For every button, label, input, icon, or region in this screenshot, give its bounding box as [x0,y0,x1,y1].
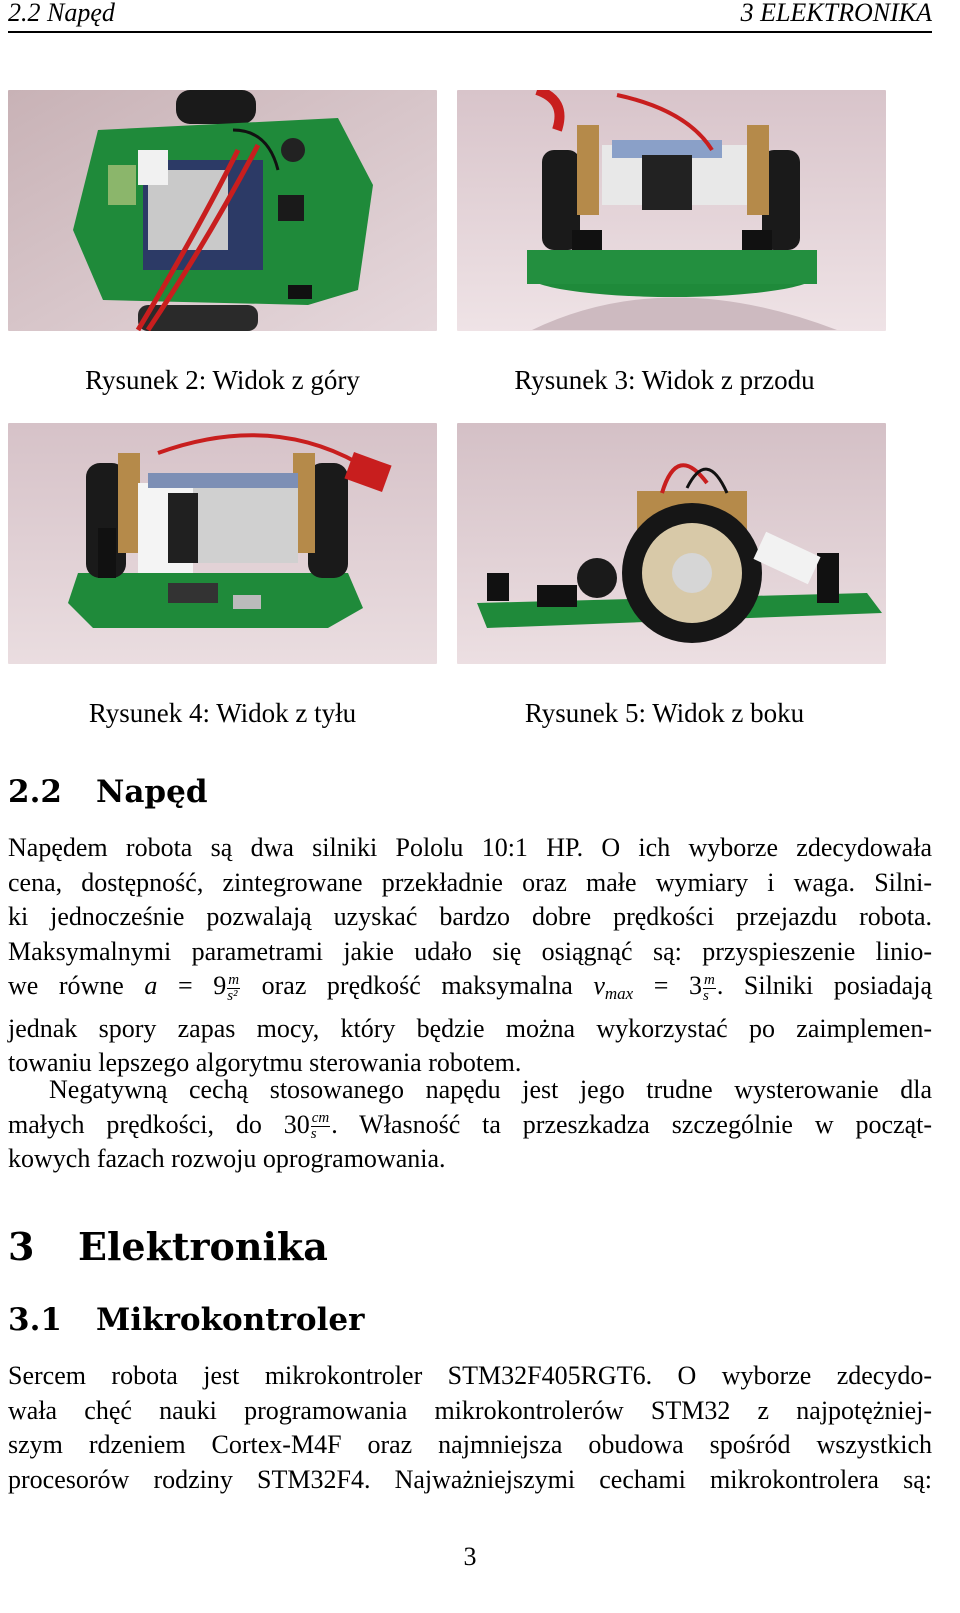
paragraph-line: Negatywną cechą stosowanego napędu jest jego trudne wysterowanie dla [49,1075,932,1104]
robot-front-view-photo [457,90,886,331]
velocity-subscript: max [604,984,634,1003]
speed-unit-fraction: $\frac{cm}{s}$ [310,1110,330,1143]
paragraph-line: cena, dostępność, zintegrowane przekładnie oraz małe wymiary i waga. Silni- [8,867,932,897]
figure-2-caption: Rysunek 2: Widok z góry [85,365,360,395]
acceleration-unit-fraction: $\frac{m}{\text{s²}}$ [227,971,240,1004]
paragraph-line: towaniu lepszego algorytmu sterowania robotem. [8,1048,522,1077]
section-2-2-heading [8,772,208,812]
paragraph-line: Sercem robota jest mikrokontroler STM32F405RGT6. O wyborze zdecydo- [8,1361,932,1390]
acceleration-variable: a [144,971,158,1000]
section-2-2-title: Napęd [96,774,208,810]
figure-3-caption: Rysunek 3: Widok z przodu [514,365,815,395]
header-rule [8,31,932,33]
velocity-variable: v [593,971,605,1000]
paragraph-line: Napędem robota są dwa silniki Pololu 10:1 HP. O ich wyborze zdecydowała [8,833,932,862]
section-2-2-paragraph-2 [8,1073,932,1177]
paragraph-line: szym rdzeniem Cortex-M4F oraz najmniejsza obudowa spośród wszystkich [8,1430,932,1459]
robot-side-view-photo [457,423,886,664]
section-3-1-number: 3.1 [8,1302,62,1338]
paragraph-line: jednak spory zapas mocy, który będzie można wykorzystać po zaimplemen- [8,1013,932,1043]
section-3-1-paragraph [8,1359,932,1497]
section-2-2-number: 2.2 [8,774,62,810]
section-3-1-heading [8,1300,364,1340]
section-3-number: 3 [8,1224,35,1269]
paragraph-line: ki jednocześnie pozwalają uzyskać bardzo dobre prędkości przejazdu robota. [8,902,932,931]
paragraph-line: kowych fazach rozwoju oprogramowania. [8,1144,446,1174]
paragraph-line: procesorów rodziny STM32F4. Najważniejszymi cechami mikrokontrolera są: [8,1464,932,1494]
paragraph-math-line: małych prędkości, do 30 $\frac{cm}{s}$ . Własność ta przeszkadza szczególnie w począt- [8,1109,933,1143]
paragraph-math-line: we równe a = 9 $\frac{m}{\text{s²}}$ oraz prędkość maksymalna $v_{max} = 3$ $\frac{m}{s}$ . Silniki posiadają [8,971,932,1004]
page-number: 3 [463,1542,477,1571]
figure-4-caption: Rysunek 4: Widok z tyłu [88,698,357,728]
section-3-1-title: Mikrokontroler [96,1302,365,1338]
figure-5-caption: Rysunek 5: Widok z boku [524,698,805,728]
velocity-unit-fraction: $\frac{m}{s}$ [702,971,715,1004]
robot-back-view-photo [8,423,437,664]
robot-top-view-photo [8,90,437,331]
section-3-heading [8,1222,328,1272]
paragraph-line: wała chęć nauki programowania mikrokontrolerów STM32 z najpotężniej- [8,1395,932,1425]
running-header-chapter: 3 ELEKTRONIKA [740,0,932,27]
running-header-section: 2.2 Napęd [8,0,115,27]
paragraph-line: Maksymalnymi parametrami jakie udało się osiągnąć są: przyspieszenie linio- [8,936,932,966]
section-2-2-paragraph-1 [8,831,932,1081]
section-3-title: Elektronika [78,1224,328,1269]
